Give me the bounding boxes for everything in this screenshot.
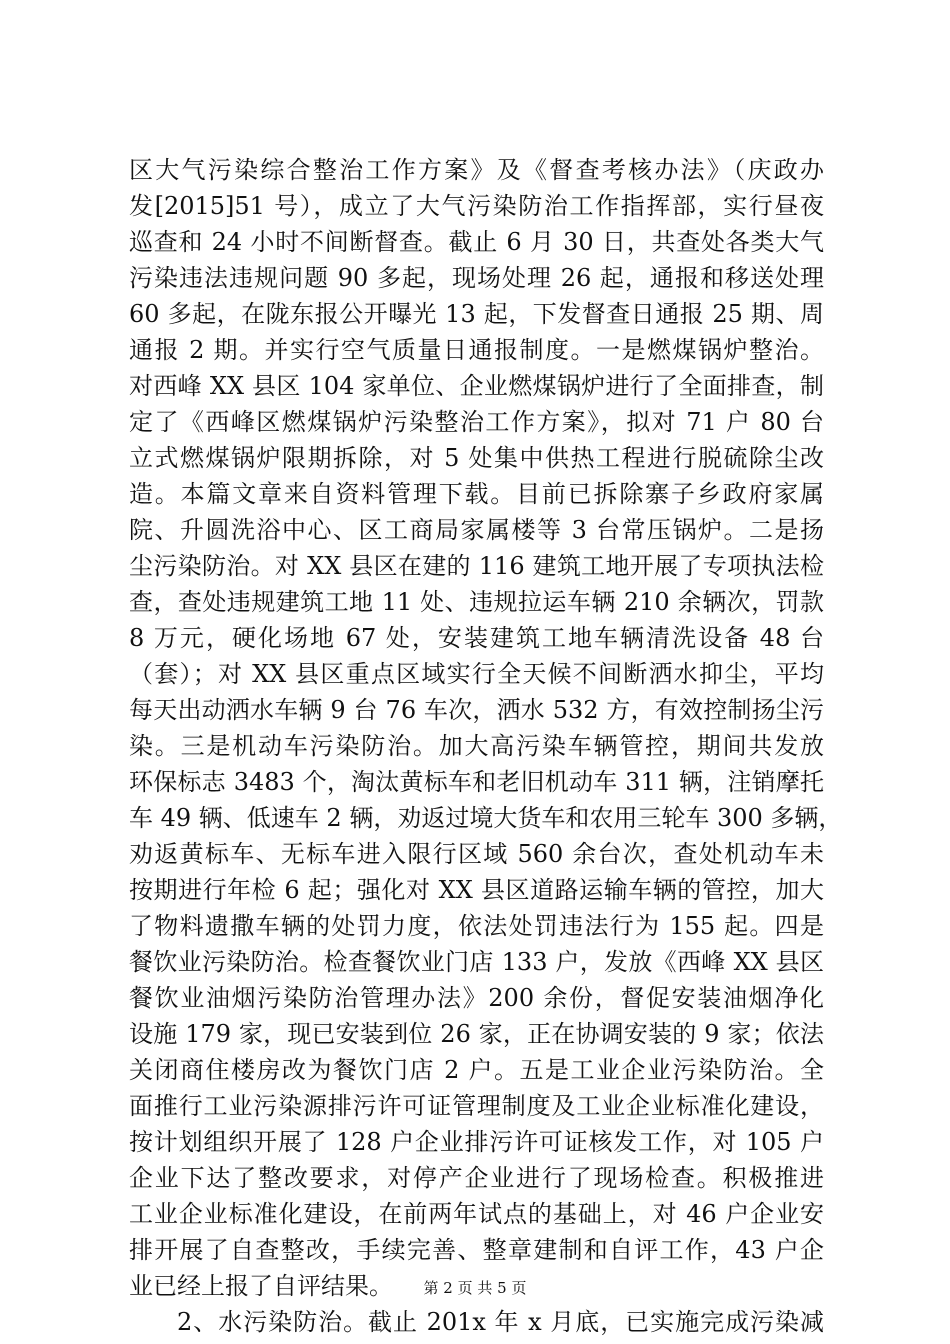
text-line: 企业下达了整改要求，对停产企业进行了现场检查。积极推进: [129, 1164, 824, 1192]
text-line: 设施 179 家，现已安装到位 26 家，正在协调安装的 9 家；依法: [129, 1020, 824, 1048]
text-line: 区大气污染综合整治工作方案》及《督查考核办法》（庆政办: [129, 156, 824, 184]
text-line: （套）；对 XX 县区重点区域实行全天候不间断洒水抑尘，平均: [129, 660, 824, 688]
text-line: 每天出动洒水车辆 9 台 76 车次，洒水 532 方，有效控制扬尘污: [129, 696, 824, 724]
text-line: 查，查处违规建筑工地 11 处、违规拉运车辆 210 余辆次，罚款: [129, 588, 824, 616]
text-line: 按计划组织开展了 128 户企业排污许可证核发工作，对 105 户: [129, 1128, 824, 1156]
text-line: 尘污染防治。对 XX 县区在建的 116 建筑工地开展了专项执法检: [129, 552, 824, 580]
text-line: 定了《西峰区燃煤锅炉污染整治工作方案》，拟对 71 户 80 台: [129, 408, 824, 436]
text-line: 立式燃煤锅炉限期拆除，对 5 处集中供热工程进行脱硫除尘改: [129, 444, 824, 472]
text-line: 院、升圆洗浴中心、区工商局家属楼等 3 台常压锅炉。二是扬: [129, 516, 824, 544]
body-text: [129, 152, 843, 1340]
page-indicator: 第 2 页 共 5 页: [423, 1279, 527, 1297]
text-line: 餐饮业污染防治。检查餐饮业门店 133 户，发放《西峰 XX 县区: [129, 948, 824, 976]
text-line: 8 万元，硬化场地 67 处，安装建筑工地车辆清洗设备 48 台: [129, 624, 824, 652]
text-line: 发[2015]51 号），成立了大气污染防治工作指挥部，实行昼夜: [129, 192, 824, 220]
text-line: 60 多起，在陇东报公开曝光 13 起，下发督查日通报 25 期、周: [129, 300, 824, 328]
text-line: 工业企业标准化建设，在前两年试点的基础上，对 46 户企业安: [129, 1200, 824, 1228]
text-line: 关闭商住楼房改为餐饮门店 2 户。五是工业企业污染防治。全: [129, 1056, 824, 1084]
text-line: 面推行工业污染源排污许可证管理制度及工业企业标准化建设，: [129, 1092, 824, 1120]
text-line: 通报 2 期。并实行空气质量日通报制度。一是燃煤锅炉整治。: [129, 336, 824, 364]
text-line: 造。本篇文章来自资料管理下载。目前已拆除寨子乡政府家属: [129, 480, 824, 508]
text-line: 按期进行年检 6 起；强化对 XX 县区道路运输车辆的管控，加大: [129, 876, 824, 904]
text-line: 巡查和 24 小时不间断督查。截止 6 月 30 日，共查处各类大气: [129, 228, 824, 256]
text-line: 餐饮业油烟污染防治管理办法》200 余份，督促安装油烟净化: [129, 984, 824, 1012]
text-line: 污染违法违规问题 90 多起，现场处理 26 起，通报和移送处理: [129, 264, 824, 292]
text-line: 了物料遗撒车辆的处罚力度，依法处罚违法行为 155 起。四是: [129, 912, 824, 940]
text-line: 车 49 辆、低速车 2 辆，劝返过境大货车和农用三轮车 300 多辆，: [129, 804, 843, 832]
text-line: 劝返黄标车、无标车进入限行区域 560 余台次，查处机动车未: [129, 840, 824, 868]
paragraph-end-line: 业已经上报了自评结果。: [129, 1272, 393, 1300]
text-line: 对西峰 XX 县区 104 家单位、企业燃煤锅炉进行了全面排查，制: [129, 372, 824, 400]
paragraph-start-line: 2、水污染防治。截止 201x 年 x 月底，已实施完成污染减: [177, 1308, 824, 1336]
text-line: 环保标志 3483 个，淘汰黄标车和老旧机动车 311 辆，注销摩托: [129, 768, 824, 796]
text-line: 染。三是机动车污染防治。加大高污染车辆管控，期间共发放: [129, 732, 824, 760]
text-line: 排开展了自查整改，手续完善、整章建制和自评工作，43 户企: [129, 1236, 824, 1264]
